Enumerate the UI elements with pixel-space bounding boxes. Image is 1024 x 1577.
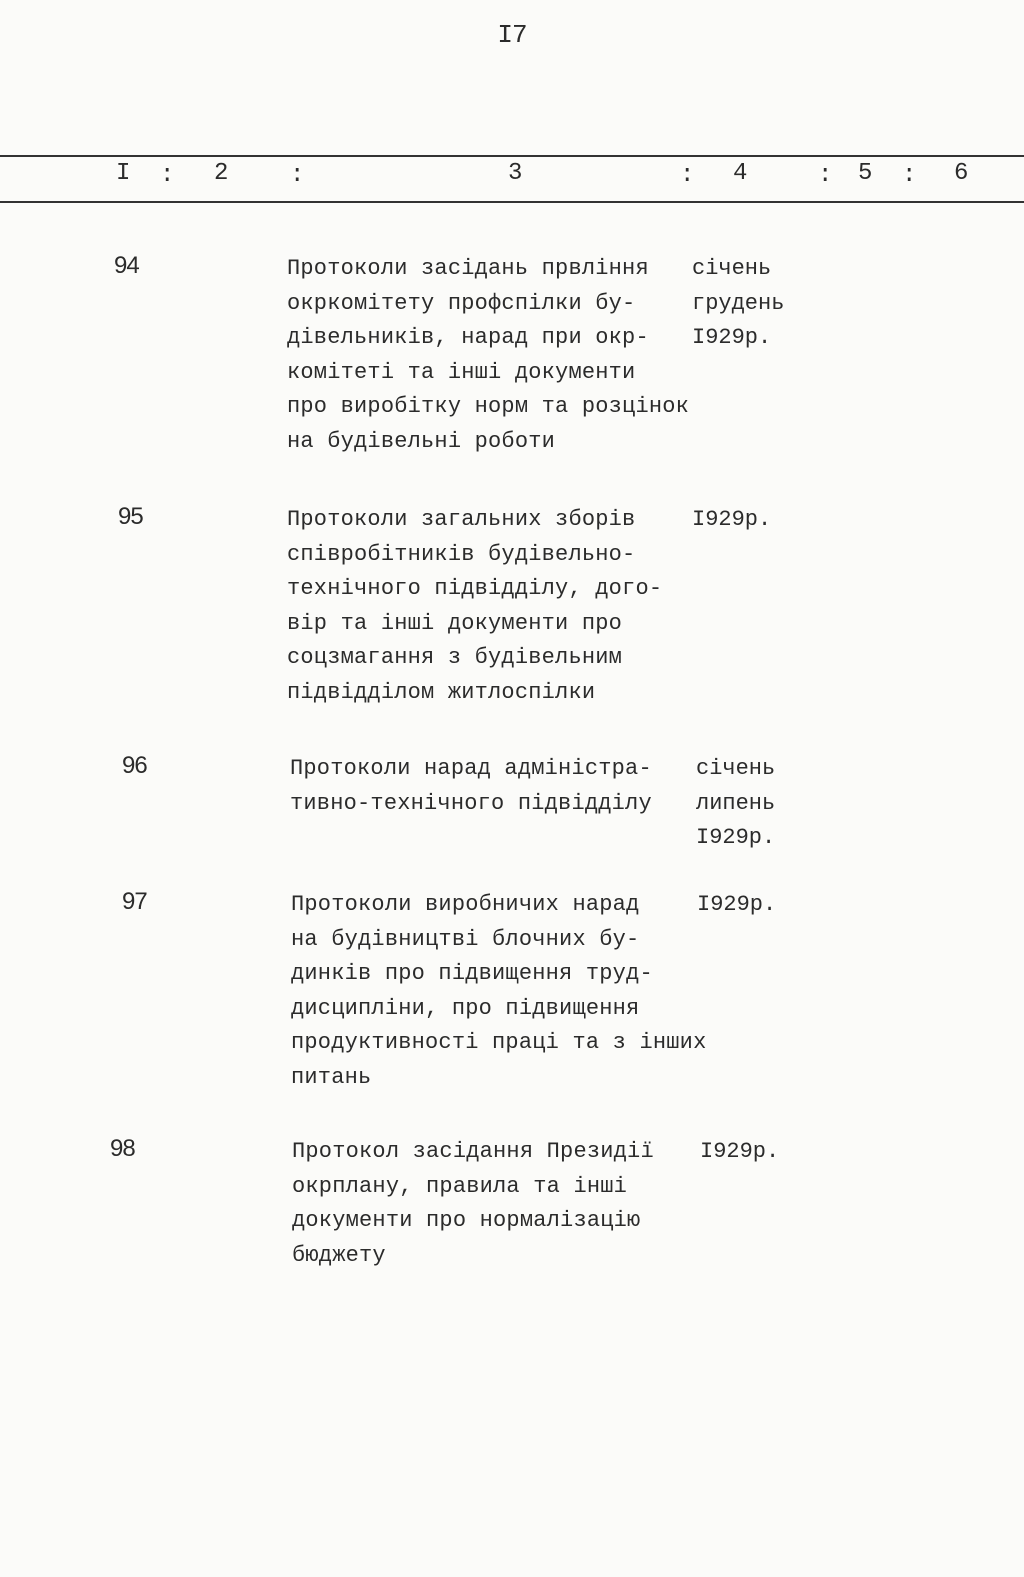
column-separator: :	[818, 162, 833, 189]
entry-date	[697, 888, 776, 923]
description-line: дисципліни, про підвищення	[291, 995, 640, 1021]
date-line: I929р.	[697, 892, 777, 917]
description-line: підвідділом житлоспілки	[287, 679, 596, 705]
entry-description	[291, 888, 731, 1095]
description-line: окрплану, правила та інші	[292, 1173, 628, 1199]
description-line: технічного підвідділу, дого-	[287, 576, 663, 601]
description-line: співробітників будівельно-	[287, 541, 636, 567]
entry-number: 98	[110, 1135, 135, 1162]
column-header-2: 2	[214, 160, 229, 187]
description-line: продуктивності праці та з інших	[291, 1030, 707, 1055]
entry-date	[696, 752, 775, 856]
entry-date	[692, 503, 771, 538]
date-line: I929р.	[692, 507, 772, 532]
column-header-1: I	[116, 160, 131, 187]
entry-number: 95	[118, 503, 143, 530]
column-separator: :	[902, 162, 917, 189]
entry-number: 94	[114, 252, 139, 279]
description-line: комітеті та інші документи	[287, 359, 636, 385]
date-line: січень	[692, 256, 772, 281]
description-line: дівельників, нарад при окр-	[287, 325, 649, 350]
description-line: Протоколи нарад адміністра-	[290, 756, 652, 781]
description-line: соцзмагання з будівельним	[287, 645, 623, 670]
description-line: Протоколи виробничих нарад	[291, 892, 640, 917]
description-line: документи про нормалізацію	[292, 1208, 641, 1233]
description-line: динків про підвищення труд-	[291, 961, 653, 986]
date-line: липень	[696, 790, 776, 816]
date-line: грудень	[692, 290, 785, 316]
date-line: січень	[696, 756, 776, 781]
entry-description	[287, 503, 727, 710]
entry-description	[292, 1135, 732, 1273]
column-header-3: 3	[508, 160, 523, 187]
entry-date	[700, 1135, 779, 1170]
entry-date	[692, 252, 784, 356]
column-header-6: 6	[954, 160, 969, 187]
description-line: на будівельні роботи	[287, 428, 556, 454]
entry-description	[287, 252, 727, 459]
column-separator: :	[290, 162, 305, 189]
description-line: бюджету	[292, 1242, 386, 1268]
entry-number: 97	[122, 888, 147, 915]
table-header-bottom-rule	[0, 201, 1024, 203]
page-number: I7	[497, 20, 527, 50]
description-line: тивно-технічного підвідділу	[290, 790, 652, 816]
column-separator: :	[680, 162, 695, 189]
column-separator: :	[160, 162, 175, 189]
description-line: вір та інші документи про	[287, 610, 623, 636]
description-line: питань	[291, 1064, 372, 1090]
date-line: I929р.	[700, 1139, 780, 1164]
description-line: Протокол засідання Президії	[292, 1139, 654, 1164]
entry-description	[290, 752, 730, 821]
description-line: Протоколи загальних зборів	[287, 507, 636, 532]
description-line: Протоколи засідань првління	[287, 256, 649, 281]
date-line: I929р.	[696, 825, 776, 850]
description-line: окркомітету профспілки бу-	[287, 290, 636, 316]
entry-number: 96	[122, 752, 147, 779]
column-header-5: 5	[858, 160, 873, 187]
description-line: про виробітку норм та розцінок	[287, 394, 690, 419]
column-header-4: 4	[733, 160, 748, 187]
description-line: на будівництві блочних бу-	[291, 926, 640, 952]
table-header-top-rule	[0, 155, 1024, 157]
date-line: I929р.	[692, 325, 772, 350]
